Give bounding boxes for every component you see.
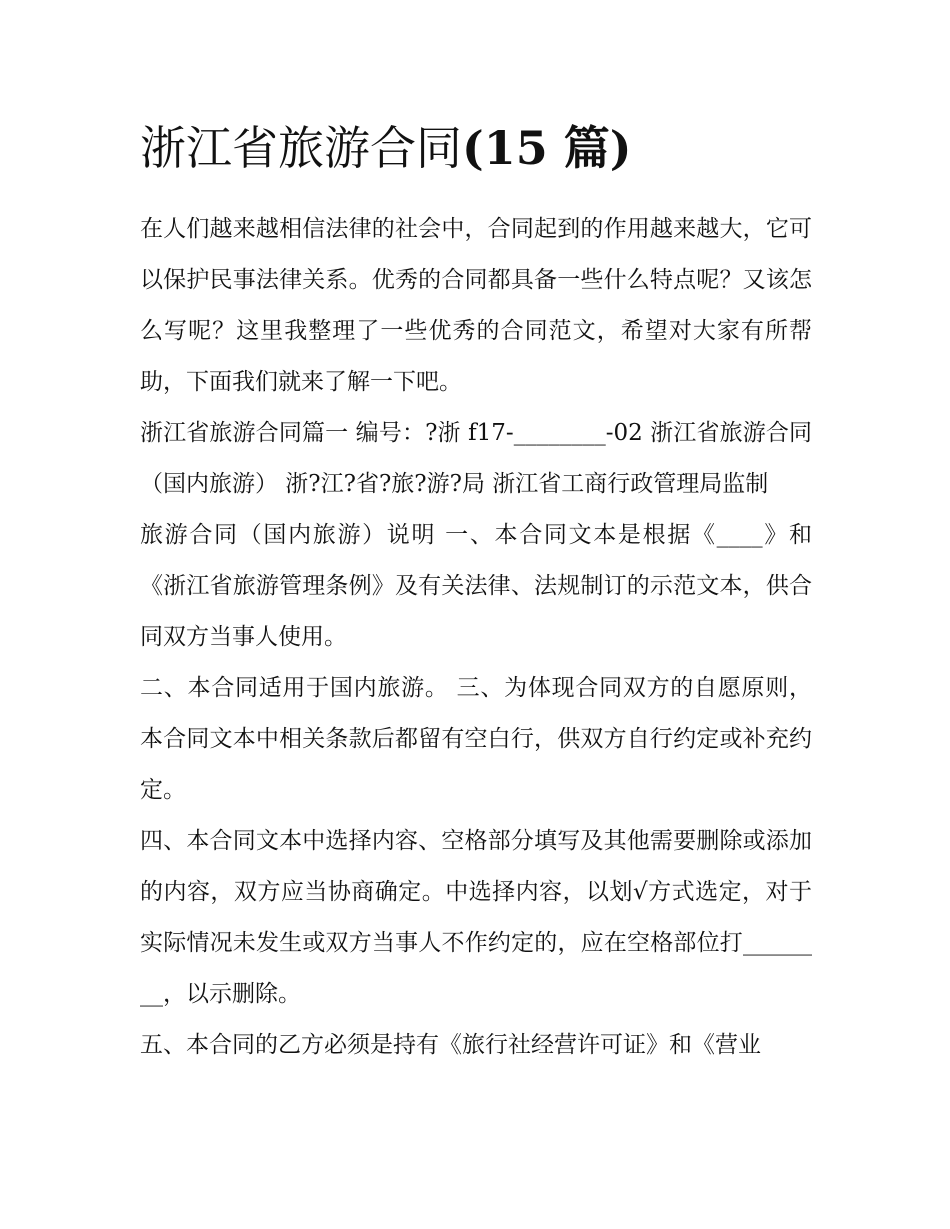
document-body [140,112,812,1071]
explanation-item-1: 旅游合同（国内旅游）说明 一、本合同文本是根据《____》和《浙江省旅游管理条例》及有关法律、法规制订的示范文本，供合同双方当事人使用。 [140,522,812,650]
explanation-item-5: 五、本合同的乙方必须是持有《旅行社经营许可证》和《营业 [140,1032,761,1058]
explanation-item-2-3: 二、本合同适用于国内旅游。 三、为体现合同双方的自愿原则，本合同文本中相关条款后都留有空白行，供双方自行约定或补充约定。 [140,675,812,803]
document-title [140,112,812,184]
title-main: 浙江省旅游合同 [140,121,462,175]
explanation-item-4: 四、本合同文本中选择内容、空格部分填写及其他需要删除或添加的内容，双方应当协商确定。中选择内容，以划√方式选定，对于实际情况未发生或双方当事人不作约定的，应在空格部位打________，以示删除。 [140,828,812,1007]
intro-paragraph: 在人们越来越相信法律的社会中，合同起到的作用越来越大，它可以保护民事法律关系。优秀的合同都具备一些什么特点呢？又该怎么写呢？这里我整理了一些优秀的合同范文，希望对大家有所帮助，下面我们就来了解一下吧。 [140,216,812,395]
contract-header-paragraph: 浙江省旅游合同篇一 编号：?浙 f17-________-02 浙江省旅游合同（国内旅游） 浙?江?省?旅?游?局 浙江省工商行政管理局监制 [140,420,812,497]
title-count: (15 篇) [462,121,632,175]
